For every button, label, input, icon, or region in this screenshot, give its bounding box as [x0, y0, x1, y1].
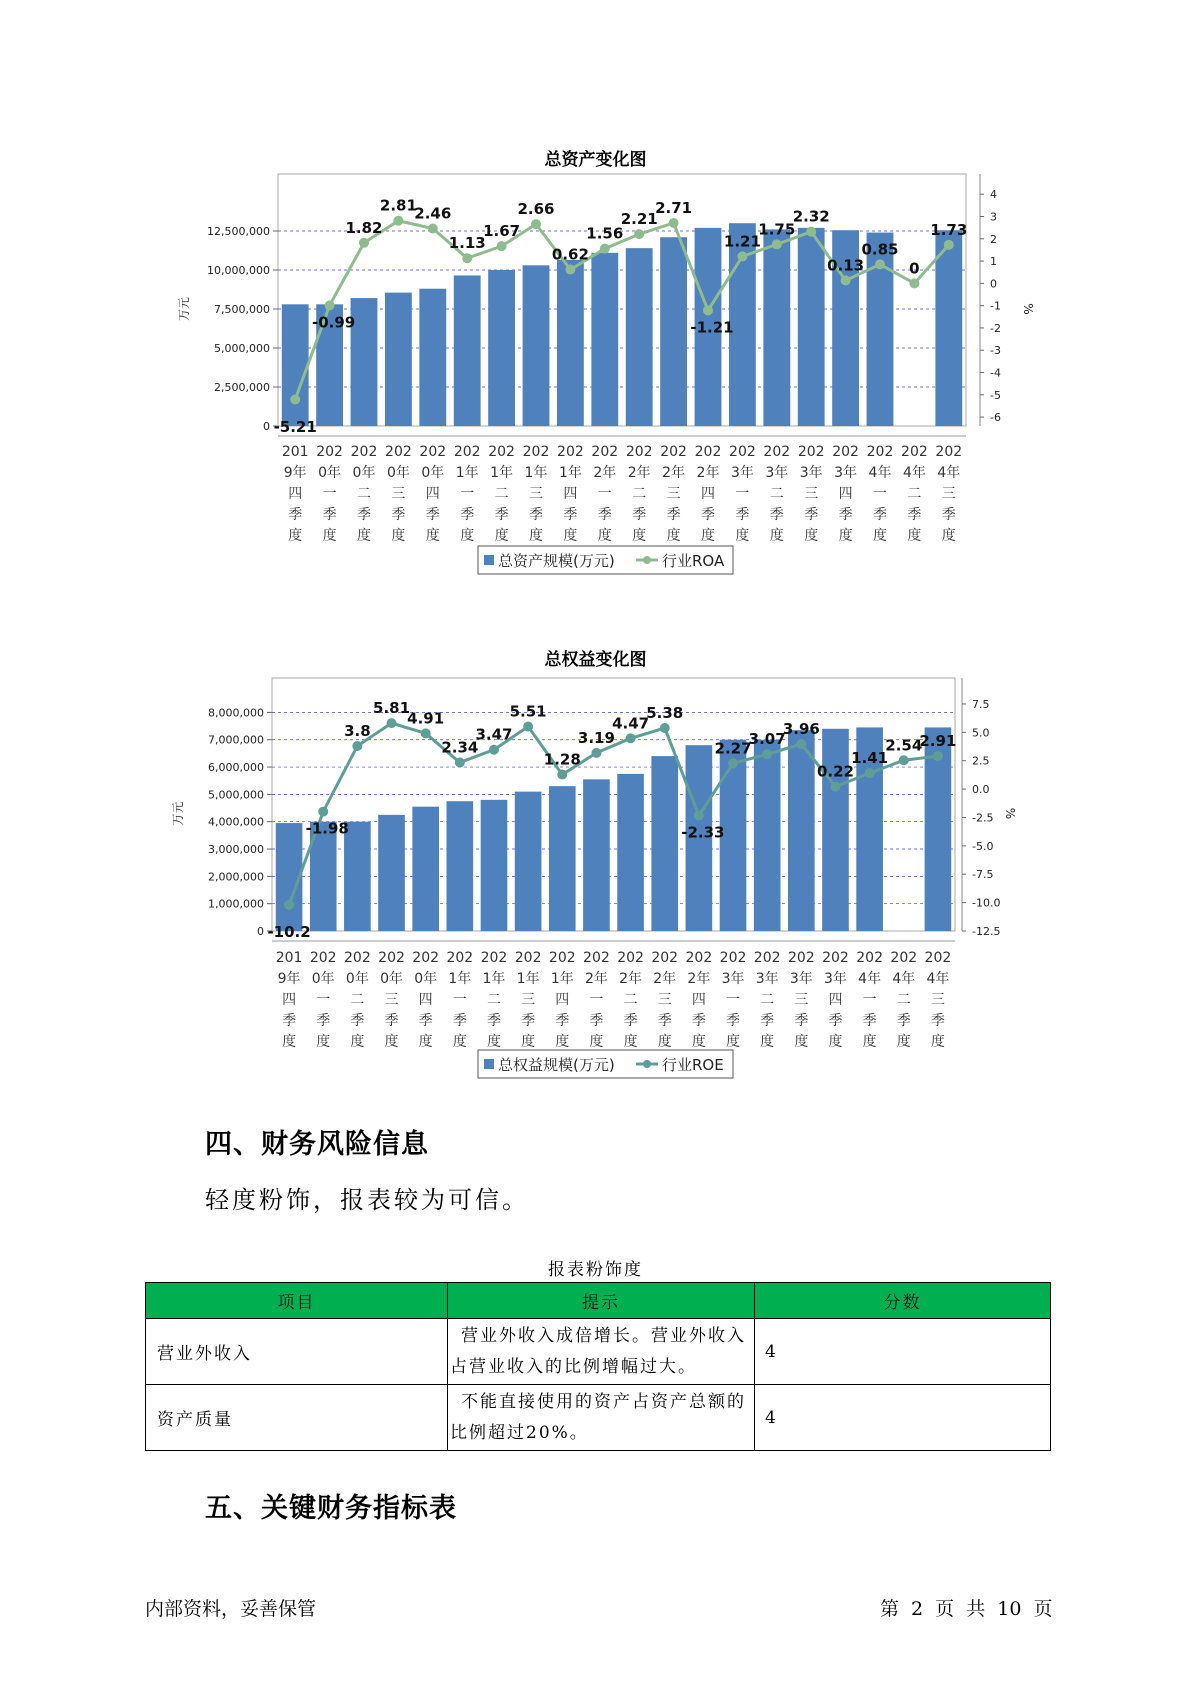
line-data-label: 5.81: [373, 699, 411, 718]
line-point: [531, 219, 541, 229]
total-assets-chart: [0, 140, 1191, 610]
left-tick-label: 5,000,000: [208, 788, 264, 802]
line-point: [694, 811, 704, 821]
line-point: [933, 751, 943, 761]
line-point: [455, 758, 465, 768]
row-score: 4: [755, 1319, 1051, 1385]
chart-title: 总资产变化图: [544, 150, 647, 170]
line-point: [462, 253, 472, 263]
line-data-label: 5.38: [646, 704, 684, 723]
line-point: [865, 768, 875, 778]
right-tick-label: 4: [990, 188, 997, 202]
row-item: 营业外收入: [146, 1319, 448, 1385]
right-tick-label: 2: [990, 232, 997, 246]
line-point: [772, 239, 782, 249]
legend-line-marker: [643, 556, 651, 564]
line-data-label: 1.75: [758, 220, 796, 239]
line-point: [944, 240, 954, 250]
bar: [481, 800, 508, 931]
line-data-label: 1.67: [483, 222, 521, 241]
x-tick-label: 202 2年一季度: [591, 444, 619, 544]
right-tick-label: -3: [990, 344, 1001, 358]
row-score: 4: [755, 1385, 1051, 1451]
line-data-label: -1.21: [690, 318, 734, 337]
line-point: [489, 745, 499, 755]
right-tick-label: 2.5: [972, 754, 990, 768]
line-data-label: -2.33: [681, 823, 725, 842]
line-point: [737, 251, 747, 261]
row-hint: 不能直接使用的资产占资产总额的比例超过20%。: [448, 1385, 755, 1451]
line-point: [421, 728, 431, 738]
line-data-label: -10.2: [267, 923, 311, 941]
line-point: [634, 229, 644, 239]
x-tick-label: 202 0年四季度: [419, 444, 447, 544]
left-tick-label: 1,000,000: [208, 897, 264, 911]
line-data-label: 1.56: [586, 224, 624, 243]
table-row: [146, 1385, 1051, 1451]
right-axis-title: %: [1021, 303, 1035, 315]
bar: [798, 228, 825, 426]
x-tick-label: 202 1年四季度: [557, 444, 584, 544]
line-data-label: 4.91: [407, 709, 445, 728]
x-tick-label: 202 0年二季度: [350, 444, 378, 544]
x-tick-label: 202 0年一季度: [309, 950, 337, 1050]
legend: [478, 546, 733, 574]
line-point: [669, 218, 679, 228]
x-tick-label: 201 9年四季度: [275, 950, 303, 1050]
line-point: [899, 755, 909, 765]
line-point: [523, 722, 533, 732]
line-point: [557, 770, 567, 780]
x-tick-label: 202 3年二季度: [763, 444, 791, 544]
line-point: [325, 300, 335, 310]
bar: [419, 289, 446, 426]
line-data-label: 0.22: [816, 762, 854, 781]
x-tick-label: 202 4年一季度: [856, 950, 883, 1050]
bar: [412, 807, 439, 931]
x-tick-label: 202 2年二季度: [625, 444, 653, 544]
line-data-label: 2.54: [885, 736, 923, 755]
left-tick-label: 2,000,000: [208, 870, 264, 884]
line-point: [806, 227, 816, 237]
left-tick-label: 0: [263, 420, 270, 433]
col-header-hint: 提示: [448, 1283, 755, 1319]
x-tick-label: 202 1年一季度: [446, 950, 474, 1050]
line-point: [393, 216, 403, 226]
line-data-label: 0.62: [551, 245, 589, 264]
x-tick-label: 202 0年四季度: [412, 950, 440, 1050]
line-data-label: -0.99: [311, 313, 356, 332]
table-header-row: [146, 1283, 1051, 1319]
right-tick-label: 1: [990, 255, 997, 269]
bar: [557, 260, 584, 426]
x-tick-label: 202 4年三季度: [935, 444, 963, 544]
bar: [822, 729, 849, 931]
total-equity-chart: [0, 640, 1191, 1100]
left-tick-label: 0: [257, 925, 264, 938]
line-point: [359, 238, 369, 248]
line-data-label: 2.27: [714, 739, 752, 758]
right-axis-title: %: [1003, 807, 1017, 820]
line-point: [909, 278, 919, 288]
x-tick-label: 202 3年一季度: [719, 950, 747, 1050]
total-assets-chart-svg: [0, 140, 1191, 610]
line-data-label: 1.13: [448, 234, 486, 253]
line-data-label: 1.21: [723, 232, 761, 251]
right-tick-label: 0: [990, 277, 997, 291]
bar: [447, 801, 474, 931]
line-point: [796, 739, 806, 749]
x-tick-label: 202 2年二季度: [617, 950, 644, 1050]
line-data-label: 2.71: [655, 198, 693, 217]
line-point: [565, 265, 575, 275]
left-tick-label: 8,000,000: [208, 706, 264, 720]
line-point: [728, 758, 738, 768]
line-data-label: 1.73: [930, 220, 968, 239]
line-point: [626, 733, 636, 743]
bar: [523, 265, 550, 426]
legend: [478, 1050, 733, 1078]
x-tick-label: 202 3年四季度: [822, 950, 849, 1050]
right-tick-label: 7.5: [972, 697, 990, 711]
left-tick-label: 2,500,000: [214, 381, 270, 394]
line-data-label: 0.85: [861, 240, 899, 259]
chart-title: 总权益变化图: [544, 650, 647, 670]
line-data-label: 3.47: [475, 725, 513, 744]
x-tick-label: 202 0年三季度: [385, 444, 412, 544]
x-tick-label: 202 3年三季度: [797, 444, 825, 544]
line-data-label: 3.19: [577, 728, 615, 747]
line-point: [290, 394, 300, 404]
line-point: [703, 305, 713, 315]
right-tick-label: -7.5: [972, 868, 994, 882]
legend-bar-swatch: [484, 1059, 494, 1069]
bar: [515, 792, 542, 931]
bar: [754, 740, 781, 931]
right-tick-label: -12.5: [972, 925, 1001, 938]
legend-line-label: 行业ROA: [662, 552, 725, 570]
x-tick-label: 202 0年二季度: [344, 950, 371, 1050]
line-data-label: 3.8: [344, 721, 371, 740]
legend-bar-label: 总权益规模(万元): [498, 1056, 615, 1074]
right-tick-label: 5.0: [972, 726, 990, 740]
bar: [788, 730, 815, 931]
x-tick-label: 202 4年一季度: [866, 444, 894, 544]
bar: [651, 756, 678, 931]
col-header-item: 项目: [146, 1283, 448, 1319]
section4-heading: 四、财务风险信息: [205, 1129, 429, 1160]
line-point: [875, 259, 885, 269]
bar: [344, 822, 371, 931]
line-data-label: 2.32: [792, 207, 830, 226]
footer-page-number: 第 2 页 共 10 页: [880, 1598, 1053, 1620]
left-axis-title: 万元: [171, 801, 185, 826]
line-data-label: 1.41: [851, 749, 889, 768]
line-data-label: 0: [909, 259, 920, 278]
table-caption: 报表粉饰度: [548, 1260, 643, 1280]
bar: [385, 293, 412, 426]
bar: [617, 774, 644, 931]
left-axis-title: 万元: [177, 296, 191, 322]
left-tick-label: 10,000,000: [207, 264, 270, 277]
left-tick-label: 7,500,000: [214, 303, 270, 316]
line-point: [428, 224, 438, 234]
line-data-label: 2.81: [379, 196, 417, 215]
legend-bar-swatch: [484, 555, 494, 565]
bar: [549, 786, 576, 931]
line-point: [318, 807, 328, 817]
x-tick-label: 202 4年二季度: [901, 444, 928, 544]
line-data-label: -1.98: [305, 819, 349, 838]
x-tick-label: 202 3年二季度: [753, 950, 781, 1050]
right-tick-label: -2.5: [972, 811, 994, 825]
table-row: [146, 1319, 1051, 1385]
x-tick-label: 202 4年二季度: [890, 950, 918, 1050]
x-tick-label: 202 1年四季度: [548, 950, 576, 1050]
legend-bar-label: 总资产规模(万元): [498, 552, 615, 570]
right-tick-label: 0.0: [972, 783, 990, 797]
line-data-label: 2.34: [441, 738, 479, 757]
row-hint: 营业外收入成倍增长。营业外收入占营业收入的比例增幅过大。: [448, 1319, 755, 1385]
x-tick-label: 202 2年四季度: [694, 444, 722, 544]
line-data-label: 2.91: [919, 732, 957, 751]
x-tick-label: 202 1年二季度: [488, 444, 515, 544]
line-point: [284, 900, 294, 910]
line-data-label: 0.13: [827, 256, 865, 275]
bar: [378, 815, 405, 931]
bar: [583, 779, 610, 931]
left-tick-label: 6,000,000: [208, 761, 264, 775]
line-data-label: 2.46: [414, 204, 452, 223]
x-tick-label: 202 0年一季度: [316, 444, 343, 544]
line-data-label: 3.07: [748, 730, 786, 749]
bar: [488, 270, 515, 426]
risk-table: [145, 1282, 1051, 1451]
right-tick-label: -2: [990, 321, 1001, 335]
bar: [660, 237, 687, 426]
bar: [626, 248, 653, 426]
row-item: 资产质量: [146, 1385, 448, 1451]
left-tick-label: 7,000,000: [208, 733, 264, 747]
risk-summary: 轻度粉饰，报表较为可信。: [205, 1186, 529, 1214]
total-equity-chart-svg: [0, 640, 1191, 1100]
bar: [935, 230, 962, 426]
left-tick-label: 12,500,000: [207, 225, 270, 238]
x-tick-label: 202 3年三季度: [787, 950, 815, 1050]
right-tick-label: -6: [990, 411, 1001, 425]
right-tick-label: -1: [990, 299, 1001, 313]
left-tick-label: 5,000,000: [214, 342, 270, 355]
line-point: [497, 241, 507, 251]
bar: [763, 229, 790, 426]
line-point: [830, 782, 840, 792]
bar: [282, 304, 309, 426]
line-point: [841, 275, 851, 285]
x-tick-label: 202 1年一季度: [453, 444, 481, 544]
x-tick-label: 202 0年三季度: [378, 950, 405, 1050]
right-tick-label: -4: [990, 366, 1001, 380]
x-tick-label: 202 3年一季度: [729, 444, 756, 544]
x-tick-label: 202 2年三季度: [651, 950, 679, 1050]
right-tick-label: -5: [990, 388, 1001, 402]
line-data-label: 4.47: [612, 714, 650, 733]
line-point: [600, 244, 610, 254]
x-tick-label: 201 9年四季度: [281, 444, 309, 544]
right-tick-label: -5.0: [972, 839, 994, 853]
footer-confidential: 内部资料，妥善保管: [145, 1598, 317, 1620]
line-data-label: 2.21: [620, 210, 658, 229]
x-tick-label: 202 2年四季度: [685, 950, 713, 1050]
bar: [454, 275, 481, 426]
line-data-label: -5.21: [273, 418, 317, 436]
legend-line-label: 行业ROE: [662, 1056, 724, 1074]
line-point: [591, 748, 601, 758]
line-data-label: 5.51: [509, 702, 547, 721]
x-tick-label: 202 3年四季度: [832, 444, 859, 544]
line-point: [352, 741, 362, 751]
right-tick-label: 3: [990, 210, 997, 224]
x-tick-label: 202 2年三季度: [660, 444, 687, 544]
x-tick-label: 202 4年三季度: [924, 950, 952, 1050]
right-tick-label: -10.0: [972, 896, 1001, 910]
line-point: [660, 723, 670, 733]
line-data-label: 1.28: [543, 750, 581, 769]
bar: [591, 253, 618, 426]
line-data-label: 1.82: [345, 218, 383, 237]
line-point: [762, 749, 772, 759]
line-point: [387, 718, 397, 728]
left-tick-label: 3,000,000: [208, 843, 264, 857]
x-tick-label: 202 2年一季度: [583, 950, 610, 1050]
line-data-label: 3.96: [782, 720, 820, 739]
line-data-label: 2.66: [517, 200, 555, 219]
section5-heading: 五、关键财务指标表: [205, 1493, 457, 1524]
col-header-score: 分数: [755, 1283, 1051, 1319]
x-tick-label: 202 1年三季度: [514, 950, 542, 1050]
left-tick-label: 4,000,000: [208, 815, 264, 829]
x-tick-label: 202 1年二季度: [480, 950, 508, 1050]
legend-line-marker: [643, 1060, 651, 1068]
x-tick-label: 202 1年三季度: [522, 444, 550, 544]
